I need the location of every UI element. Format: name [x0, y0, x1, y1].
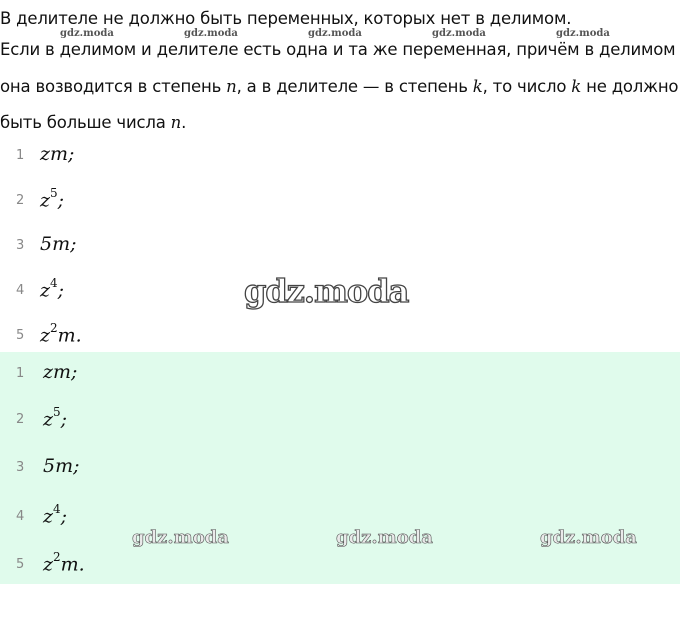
intro-line-4	[0, 113, 186, 132]
watermark-large: gdz.moda	[244, 272, 409, 310]
watermark-small: gdz.moda	[60, 28, 114, 39]
item-expression: $z^5$;	[43, 405, 68, 431]
item-number: 5	[16, 328, 25, 343]
intro-line-4-b: .	[181, 113, 187, 132]
item-number: 1	[16, 366, 25, 381]
watermark-small: gdz.moda	[432, 28, 486, 39]
variable-n-2: n	[170, 113, 182, 132]
intro-line-3-d: не должно	[581, 77, 679, 96]
item-number: 4	[16, 283, 25, 298]
item-number: 2	[16, 412, 25, 427]
intro-line-4-a: быть больше числа	[0, 113, 171, 132]
intro-line-3-b: , а в делителе — в степень	[236, 77, 473, 96]
intro-line-3-c: , то число	[482, 77, 572, 96]
item-expression: 5m;	[40, 233, 77, 255]
item-expression: $z^5$;	[40, 186, 65, 212]
item-number: 4	[16, 509, 25, 524]
item-number: 1	[16, 148, 25, 163]
item-expression: 5m;	[43, 455, 80, 477]
intro-line-3	[0, 77, 678, 96]
item-expression: $z^4$;	[43, 502, 68, 528]
intro-line-1: В делителе не должно быть переменных, которых нет в делимом.	[0, 9, 572, 28]
list-item	[0, 187, 680, 217]
item-expression: $z^2m$.	[43, 550, 85, 576]
item-number: 5	[16, 557, 25, 572]
item-number: 2	[16, 193, 25, 208]
item-expression: zm;	[40, 143, 75, 165]
list-item	[0, 232, 680, 262]
variable-k: k	[472, 77, 483, 96]
item-expression: $z^4$;	[40, 276, 65, 302]
list-item	[0, 322, 680, 352]
list-item	[0, 452, 680, 482]
variable-k-2: k	[571, 77, 582, 96]
intro-line-2: Если в делимом и делителе есть одна и та же переменная, причём в делимом	[0, 40, 676, 59]
item-expression: zm;	[43, 361, 78, 383]
option-list	[0, 132, 680, 352]
watermark-small: gdz.moda	[184, 28, 238, 39]
intro-line-3-a: она возводится в степень	[0, 77, 227, 96]
watermark-medium: gdz.moda	[540, 527, 637, 548]
answer-list	[0, 352, 680, 584]
item-number: 3	[16, 460, 25, 475]
watermark-medium: gdz.moda	[336, 527, 433, 548]
item-expression: $z^2m$.	[40, 321, 82, 347]
watermark-medium: gdz.moda	[132, 527, 229, 548]
list-item	[0, 358, 680, 388]
watermark-small: gdz.moda	[556, 28, 610, 39]
list-item	[0, 142, 680, 172]
watermark-small: gdz.moda	[308, 28, 362, 39]
item-number: 3	[16, 238, 25, 253]
list-item	[0, 549, 680, 579]
variable-n: n	[226, 77, 237, 96]
list-item	[0, 404, 680, 434]
